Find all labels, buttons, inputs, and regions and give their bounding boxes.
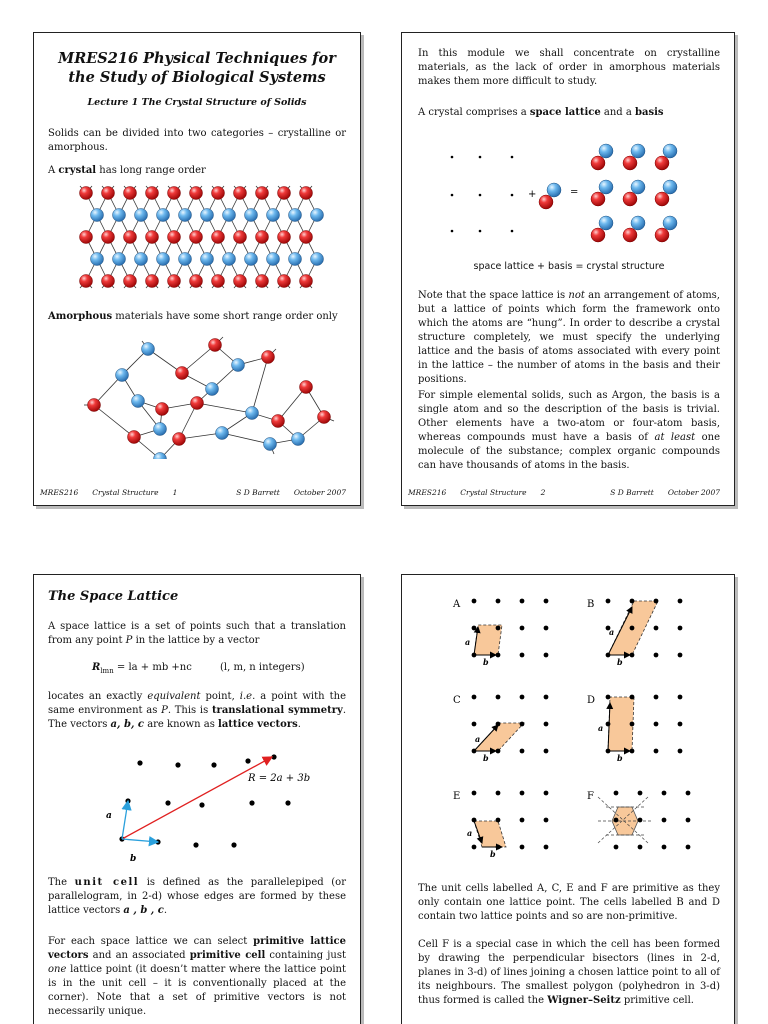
blue-atom	[142, 343, 155, 356]
lattice-point	[520, 599, 525, 604]
red-atom	[591, 192, 605, 206]
lattice-note-paragraph: Note that the space lattice is not an arrangement of atoms, but a lattice of points which form the framework onto which the atoms are “hung”. In order to describe a crystal structure completely, we must specify the underlying lattice and the basis of atoms associated with every point in the lattice – the number of atoms in the basis and their positions.	[418, 290, 720, 385]
lattice-point	[544, 722, 549, 727]
lattice-point	[638, 818, 643, 823]
blue-atom	[157, 209, 170, 222]
red-atom	[278, 275, 291, 288]
unit-cell-shape	[474, 723, 524, 751]
lattice-point	[511, 194, 514, 197]
intro-text: Solids can be divided into two categories – crystalline or amorphous.	[48, 128, 346, 153]
lattice-point	[630, 599, 635, 604]
vector-b-label: b	[483, 657, 489, 667]
vector-a-label: a	[106, 811, 112, 821]
blue-atom	[113, 253, 126, 266]
blue-atom	[201, 209, 214, 222]
vector-b-label: b	[490, 849, 496, 859]
red-atom	[146, 231, 159, 244]
amorphous-network-figure	[72, 329, 342, 459]
blue-atom	[116, 369, 129, 382]
lattice-point	[678, 695, 683, 700]
blue-atom	[663, 216, 677, 230]
slide-4	[401, 574, 735, 1024]
blue-atom	[232, 359, 245, 372]
red-atom	[234, 231, 247, 244]
vector-a-label: a	[609, 627, 615, 637]
vector-b-arrow	[122, 839, 158, 842]
lattice-point	[686, 791, 691, 796]
lecture-subtitle: Lecture 1 The Crystal Structure of Solids	[87, 97, 307, 108]
blue-atom	[179, 253, 192, 266]
lattice-point	[511, 156, 514, 159]
red-atom	[80, 275, 93, 288]
red-atom	[191, 397, 204, 410]
lattice-point	[606, 695, 611, 700]
red-atom	[212, 275, 225, 288]
lattice-point	[451, 156, 454, 159]
slide-title-line2: the Study of Biological Systems	[68, 69, 326, 86]
lattice-point	[662, 845, 667, 850]
blue-atom	[631, 180, 645, 194]
red-atom	[256, 187, 269, 200]
lattice-point	[199, 802, 204, 807]
vector-R-arrow	[122, 757, 272, 839]
blue-atom	[289, 253, 302, 266]
lattice-point	[472, 599, 477, 604]
blue-atom	[311, 253, 324, 266]
lattice-point	[175, 762, 180, 767]
lattice-point	[630, 722, 635, 727]
vector-a-label: a	[467, 828, 473, 838]
red-atom	[655, 156, 669, 170]
blue-atom	[91, 209, 104, 222]
lattice-point	[211, 762, 216, 767]
red-atom	[655, 192, 669, 206]
red-atom	[124, 231, 137, 244]
blue-atom	[631, 216, 645, 230]
lattice-point	[606, 599, 611, 604]
blue-atom	[245, 209, 258, 222]
slide-footer: MRES216 Crystal Structure 1 S D Barrett October 2007	[40, 488, 346, 497]
cell-label: C	[453, 695, 461, 706]
unit-cell-panel	[587, 599, 682, 667]
red-atom	[80, 187, 93, 200]
lattice-point	[193, 842, 198, 847]
red-atom	[80, 231, 93, 244]
unit-cell-panel	[453, 791, 548, 859]
red-atom	[591, 156, 605, 170]
lattice-point	[662, 818, 667, 823]
lattice-point	[654, 599, 659, 604]
red-atom	[146, 187, 159, 200]
unit-cell-figures	[402, 575, 736, 875]
red-atom	[168, 231, 181, 244]
lattice-point	[544, 695, 549, 700]
lattice-point	[544, 653, 549, 658]
red-atom	[102, 187, 115, 200]
lattice-point	[451, 230, 454, 233]
crystal-lattice-figure	[74, 185, 334, 297]
plus-sign: +	[528, 189, 537, 200]
unit-cell-panel	[587, 791, 690, 850]
red-atom	[272, 415, 285, 428]
blue-atom	[663, 144, 677, 158]
lattice-point	[472, 626, 477, 631]
lattice-point	[249, 800, 254, 805]
translation-formula: $R_{lmn}$ = la + mb +nc	[92, 662, 192, 675]
space-lattice-definition: A space lattice is a set of points such that a translation from any point P in the lattice by a vector	[48, 621, 346, 646]
lattice-point	[654, 653, 659, 658]
blue-atom	[311, 209, 324, 222]
red-atom	[209, 339, 222, 352]
blue-atom	[216, 427, 229, 440]
lattice-point	[520, 845, 525, 850]
lattice-point	[678, 599, 683, 604]
lattice-point	[654, 722, 659, 727]
primitive-cells-paragraph: The unit cells labelled A, C, E and F are primitive as they only contain one lattice point. The cells labelled B and D contain two lattice points and so are non-primitive.	[418, 883, 720, 922]
lattice-point	[479, 156, 482, 159]
slide-footer: MRES216 Crystal Structure 2 S D Barrett October 2007	[408, 488, 720, 497]
red-atom	[212, 187, 225, 200]
lattice-point	[630, 653, 635, 658]
slide-title-line1: MRES216 Physical Techniques for	[58, 50, 336, 67]
blue-atom	[245, 253, 258, 266]
red-atom	[300, 275, 313, 288]
cell-label: A	[453, 599, 461, 610]
red-atom	[623, 192, 637, 206]
vector-b-label: b	[617, 753, 623, 763]
red-atom	[318, 411, 331, 424]
slide-2	[401, 32, 735, 506]
blue-atom	[267, 253, 280, 266]
red-atom	[124, 275, 137, 288]
vector-a-label: a	[465, 637, 471, 647]
vector-a-label: a	[475, 734, 481, 744]
crystal-comprises-text: A crystal comprises a space lattice and a basis	[418, 107, 664, 118]
lattice-point	[630, 749, 635, 754]
crystal-text: A crystal has long range order	[48, 165, 206, 176]
blue-atom	[135, 209, 148, 222]
red-atom	[102, 231, 115, 244]
lattice-point	[544, 791, 549, 796]
red-atom	[176, 367, 189, 380]
red-atom	[168, 275, 181, 288]
lattice-point	[520, 818, 525, 823]
vector-b-label: b	[617, 657, 623, 667]
lattice-point	[544, 749, 549, 754]
section-heading: The Space Lattice	[48, 589, 179, 604]
lattice-point	[686, 845, 691, 850]
equation-caption: space lattice + basis = crystal structure	[473, 261, 665, 272]
cell-label: D	[587, 695, 596, 706]
red-atom	[262, 351, 275, 364]
blue-atom	[547, 183, 561, 197]
red-atom	[591, 228, 605, 242]
lattice-point	[614, 845, 619, 850]
lattice-vector-figure	[94, 745, 334, 865]
lattice-point	[544, 818, 549, 823]
red-atom	[623, 228, 637, 242]
red-atom	[539, 195, 553, 209]
blue-atom	[206, 383, 219, 396]
red-atom	[655, 228, 669, 242]
unit-cell-paragraph: The unit cell is defined as the parallelepiped (or parallelogram, in 2-d) whose edges are formed by these lattice vectors a , b , c.	[48, 877, 346, 916]
red-atom	[234, 187, 247, 200]
basis-paragraph: For simple elemental solids, such as Argon, the basis is a single atom and so the description of the basis is trivial. Other elements have a two-atom or four-atom basis, whereas compounds must have a basis of at least one molecule of the substance; complex organic compounds can have thousands of atoms in the basis.	[418, 390, 721, 471]
lattice-point	[614, 818, 619, 823]
lattice-point	[520, 695, 525, 700]
lattice-point	[638, 845, 643, 850]
lattice-point	[496, 695, 501, 700]
lattice-point	[520, 626, 525, 631]
red-atom	[278, 187, 291, 200]
lattice-point	[511, 230, 514, 233]
blue-atom	[246, 407, 259, 420]
red-atom	[300, 381, 313, 394]
red-atom	[234, 275, 247, 288]
blue-atom	[157, 253, 170, 266]
blue-atom	[154, 453, 167, 460]
lattice-point	[496, 749, 501, 754]
lattice-point	[472, 791, 477, 796]
blue-atom	[201, 253, 214, 266]
vector-b-label: b	[483, 753, 489, 763]
red-atom	[168, 187, 181, 200]
vector-b-label: b	[130, 854, 137, 864]
intro-paragraph: In this module we shall concentrate on crystalline materials, as the lack of order in amorphous materials makes them more difficult to study.	[418, 48, 720, 87]
blue-atom	[292, 433, 305, 446]
red-atom	[278, 231, 291, 244]
lattice-point	[451, 194, 454, 197]
lattice-point	[678, 653, 683, 658]
lattice-point	[678, 626, 683, 631]
lattice-point	[662, 791, 667, 796]
red-atom	[256, 231, 269, 244]
lattice-point	[638, 791, 643, 796]
lattice-point	[496, 818, 501, 823]
lattice-point	[496, 599, 501, 604]
vector-a-label: a	[598, 723, 604, 733]
lattice-point	[137, 760, 142, 765]
lattice-point	[654, 695, 659, 700]
lattice-point	[520, 749, 525, 754]
lattice-point	[678, 749, 683, 754]
red-atom	[88, 399, 101, 412]
slide-3	[33, 574, 361, 1024]
blue-atom	[599, 216, 613, 230]
lattice-point	[654, 626, 659, 631]
blue-atom	[599, 180, 613, 194]
red-atom	[173, 433, 186, 446]
lattice-point	[231, 842, 236, 847]
blue-atom	[91, 253, 104, 266]
lattice-point	[271, 754, 276, 759]
red-atom	[124, 187, 137, 200]
red-atom	[623, 156, 637, 170]
unit-cell-panel	[587, 695, 682, 763]
blue-atom	[599, 144, 613, 158]
cell-label: F	[587, 791, 594, 802]
lattice-point	[520, 653, 525, 658]
lattice-point	[285, 800, 290, 805]
unit-cell-panel	[453, 695, 548, 763]
lattice-point	[678, 722, 683, 727]
lattice-point	[544, 845, 549, 850]
lattice-point	[630, 626, 635, 631]
wigner-seitz-paragraph: Cell F is a special case in which the cell has been formed by drawing the perpendicular bisectors (lines in 2-d, planes in 3-d) of lines joining a chosen lattice point to all of its neighbours. The smallest polygon (polyhedron in 3-d) thus formed is called the Wigner–Seitz primitive cell.	[418, 939, 720, 1006]
blue-atom	[223, 209, 236, 222]
blue-atom	[132, 395, 145, 408]
lattice-point	[472, 722, 477, 727]
red-atom	[190, 275, 203, 288]
blue-atom	[179, 209, 192, 222]
lattice-point	[496, 653, 501, 658]
lattice-point	[496, 626, 501, 631]
red-atom	[102, 275, 115, 288]
red-atom	[256, 275, 269, 288]
red-atom	[156, 403, 169, 416]
unit-cell-panel	[452, 599, 548, 667]
blue-atom	[135, 253, 148, 266]
red-atom	[146, 275, 159, 288]
red-atom	[190, 231, 203, 244]
blue-atom	[289, 209, 302, 222]
lattice-point	[479, 230, 482, 233]
red-atom	[300, 187, 313, 200]
vector-R-label: R = 2a + 3b	[248, 773, 311, 784]
blue-atom	[223, 253, 236, 266]
formula-note: (l, m, n integers)	[220, 662, 305, 673]
lattice-plus-basis-figure	[418, 133, 718, 255]
blue-atom	[113, 209, 126, 222]
lattice-point	[544, 599, 549, 604]
lattice-point	[686, 818, 691, 823]
slide-1	[33, 32, 361, 506]
equals-sign: =	[570, 187, 579, 198]
blue-atom	[264, 438, 277, 451]
cell-label: B	[587, 599, 595, 610]
blue-atom	[267, 209, 280, 222]
vector-a-arrow	[122, 801, 128, 839]
cell-label: E	[453, 791, 461, 802]
red-atom	[128, 431, 141, 444]
primitive-cell-paragraph: For each space lattice we can select primitive lattice vectors and an associated primitive cell containing just one lattice point (it doesn’t matter where the lattice point is in the unit cell – it is conventionally placed at the corner). Note that a set of primitive vectors is not necessarily unique.	[48, 936, 347, 1017]
translational-symmetry-paragraph: locates an exactly equivalent point, i.e. a point with the same environment as P. This is translational symmetry. The vectors a, b, c are known as lattice vectors.	[48, 691, 346, 730]
lattice-point	[472, 695, 477, 700]
lattice-point	[496, 791, 501, 796]
lattice-point	[245, 758, 250, 763]
blue-atom	[631, 144, 645, 158]
lattice-point	[479, 194, 482, 197]
lattice-point	[614, 791, 619, 796]
lattice-point	[520, 791, 525, 796]
red-atom	[212, 231, 225, 244]
lattice-point	[165, 800, 170, 805]
blue-atom	[663, 180, 677, 194]
red-atom	[190, 187, 203, 200]
red-atom	[300, 231, 313, 244]
lattice-point	[520, 722, 525, 727]
lattice-point	[472, 845, 477, 850]
lattice-point	[630, 695, 635, 700]
lattice-point	[654, 749, 659, 754]
blue-atom	[154, 423, 167, 436]
amorphous-text: Amorphous materials have some short range order only	[48, 311, 338, 322]
lattice-point	[544, 626, 549, 631]
